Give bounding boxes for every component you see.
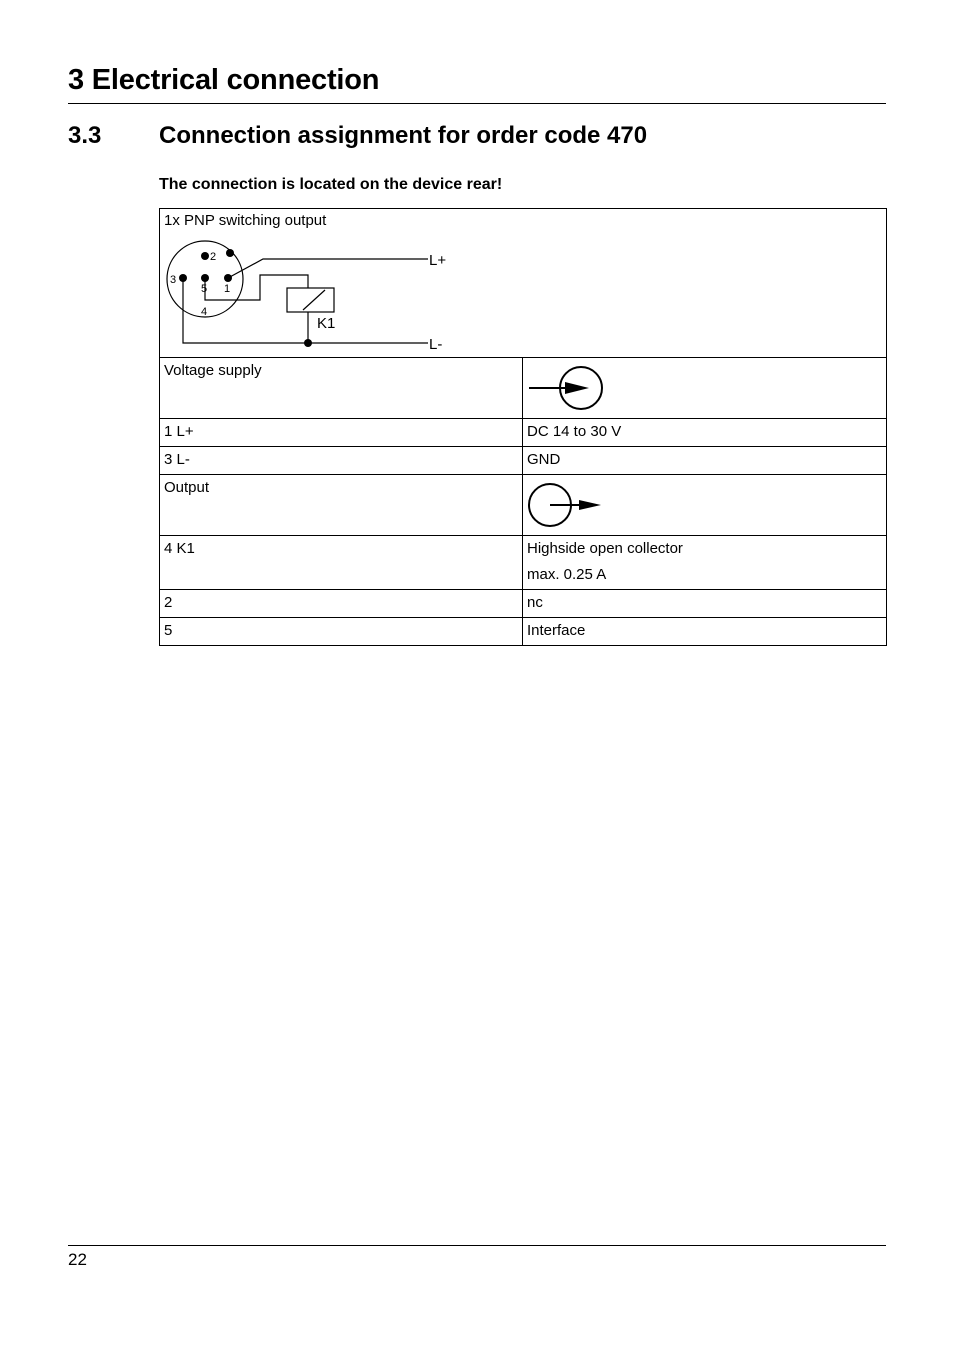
table-row-k1 <box>160 536 887 590</box>
pin-extra-dot <box>226 249 234 257</box>
pin-cell: 2 <box>160 590 523 618</box>
table-row <box>160 618 887 646</box>
l-plus-label: L+ <box>429 252 447 269</box>
pin-label-2: 2 <box>210 251 217 263</box>
pin-label-4: 4 <box>201 306 208 318</box>
pin-cell: 1 L+ <box>160 419 523 447</box>
wiring-diagram <box>160 209 887 359</box>
voltage-supply-label: Voltage supply <box>160 358 523 419</box>
pin-cell: 5 <box>160 618 523 646</box>
relay-k1-slash <box>303 290 325 310</box>
table-row <box>160 419 887 447</box>
output-label: Output <box>160 475 523 536</box>
l-minus-label: L- <box>429 336 443 353</box>
wiring-diagram-cell <box>160 209 887 358</box>
pin-cell: 3 L- <box>160 447 523 475</box>
value-cell: DC 14 to 30 V <box>523 419 887 447</box>
pin-label-5: 5 <box>201 283 208 295</box>
k1-max-current: max. 0.25 A <box>527 566 607 583</box>
table-row-output <box>160 475 887 536</box>
chapter-title: 3 Electrical connection <box>68 64 380 96</box>
value-cell <box>523 536 887 590</box>
location-note: The connection is located on the device rear! <box>159 176 503 193</box>
diagram-title: 1x PNP switching output <box>164 212 327 229</box>
pin-label-3: 3 <box>170 274 177 286</box>
output-arrow-icon <box>527 481 617 531</box>
table-row-diagram <box>160 209 887 358</box>
table-row-voltage-supply <box>160 358 887 419</box>
table-row <box>160 590 887 618</box>
chapter-divider <box>68 103 886 104</box>
section-title: Connection assignment for order code 470 <box>159 122 648 149</box>
table-row <box>160 447 887 475</box>
relay-label: K1 <box>317 315 336 332</box>
relay-k1-box <box>287 288 334 312</box>
pin-label-1: 1 <box>224 283 231 295</box>
footer-divider <box>68 1245 886 1246</box>
page-number: 22 <box>68 1250 87 1269</box>
wire-l-plus <box>228 259 428 278</box>
value-cell: Interface <box>523 618 887 646</box>
voltage-supply-symbol-cell <box>523 358 887 419</box>
output-symbol-cell <box>523 475 887 536</box>
section-number: 3.3 <box>68 122 102 149</box>
k1-type: Highside open collector <box>527 540 683 557</box>
pin-2-dot <box>201 252 209 260</box>
value-cell: GND <box>523 447 887 475</box>
connection-assignment-table <box>159 208 887 646</box>
input-arrow-icon <box>527 364 607 414</box>
junction-dot <box>304 339 312 347</box>
value-cell: nc <box>523 590 887 618</box>
pin-cell: 4 K1 <box>160 536 523 590</box>
